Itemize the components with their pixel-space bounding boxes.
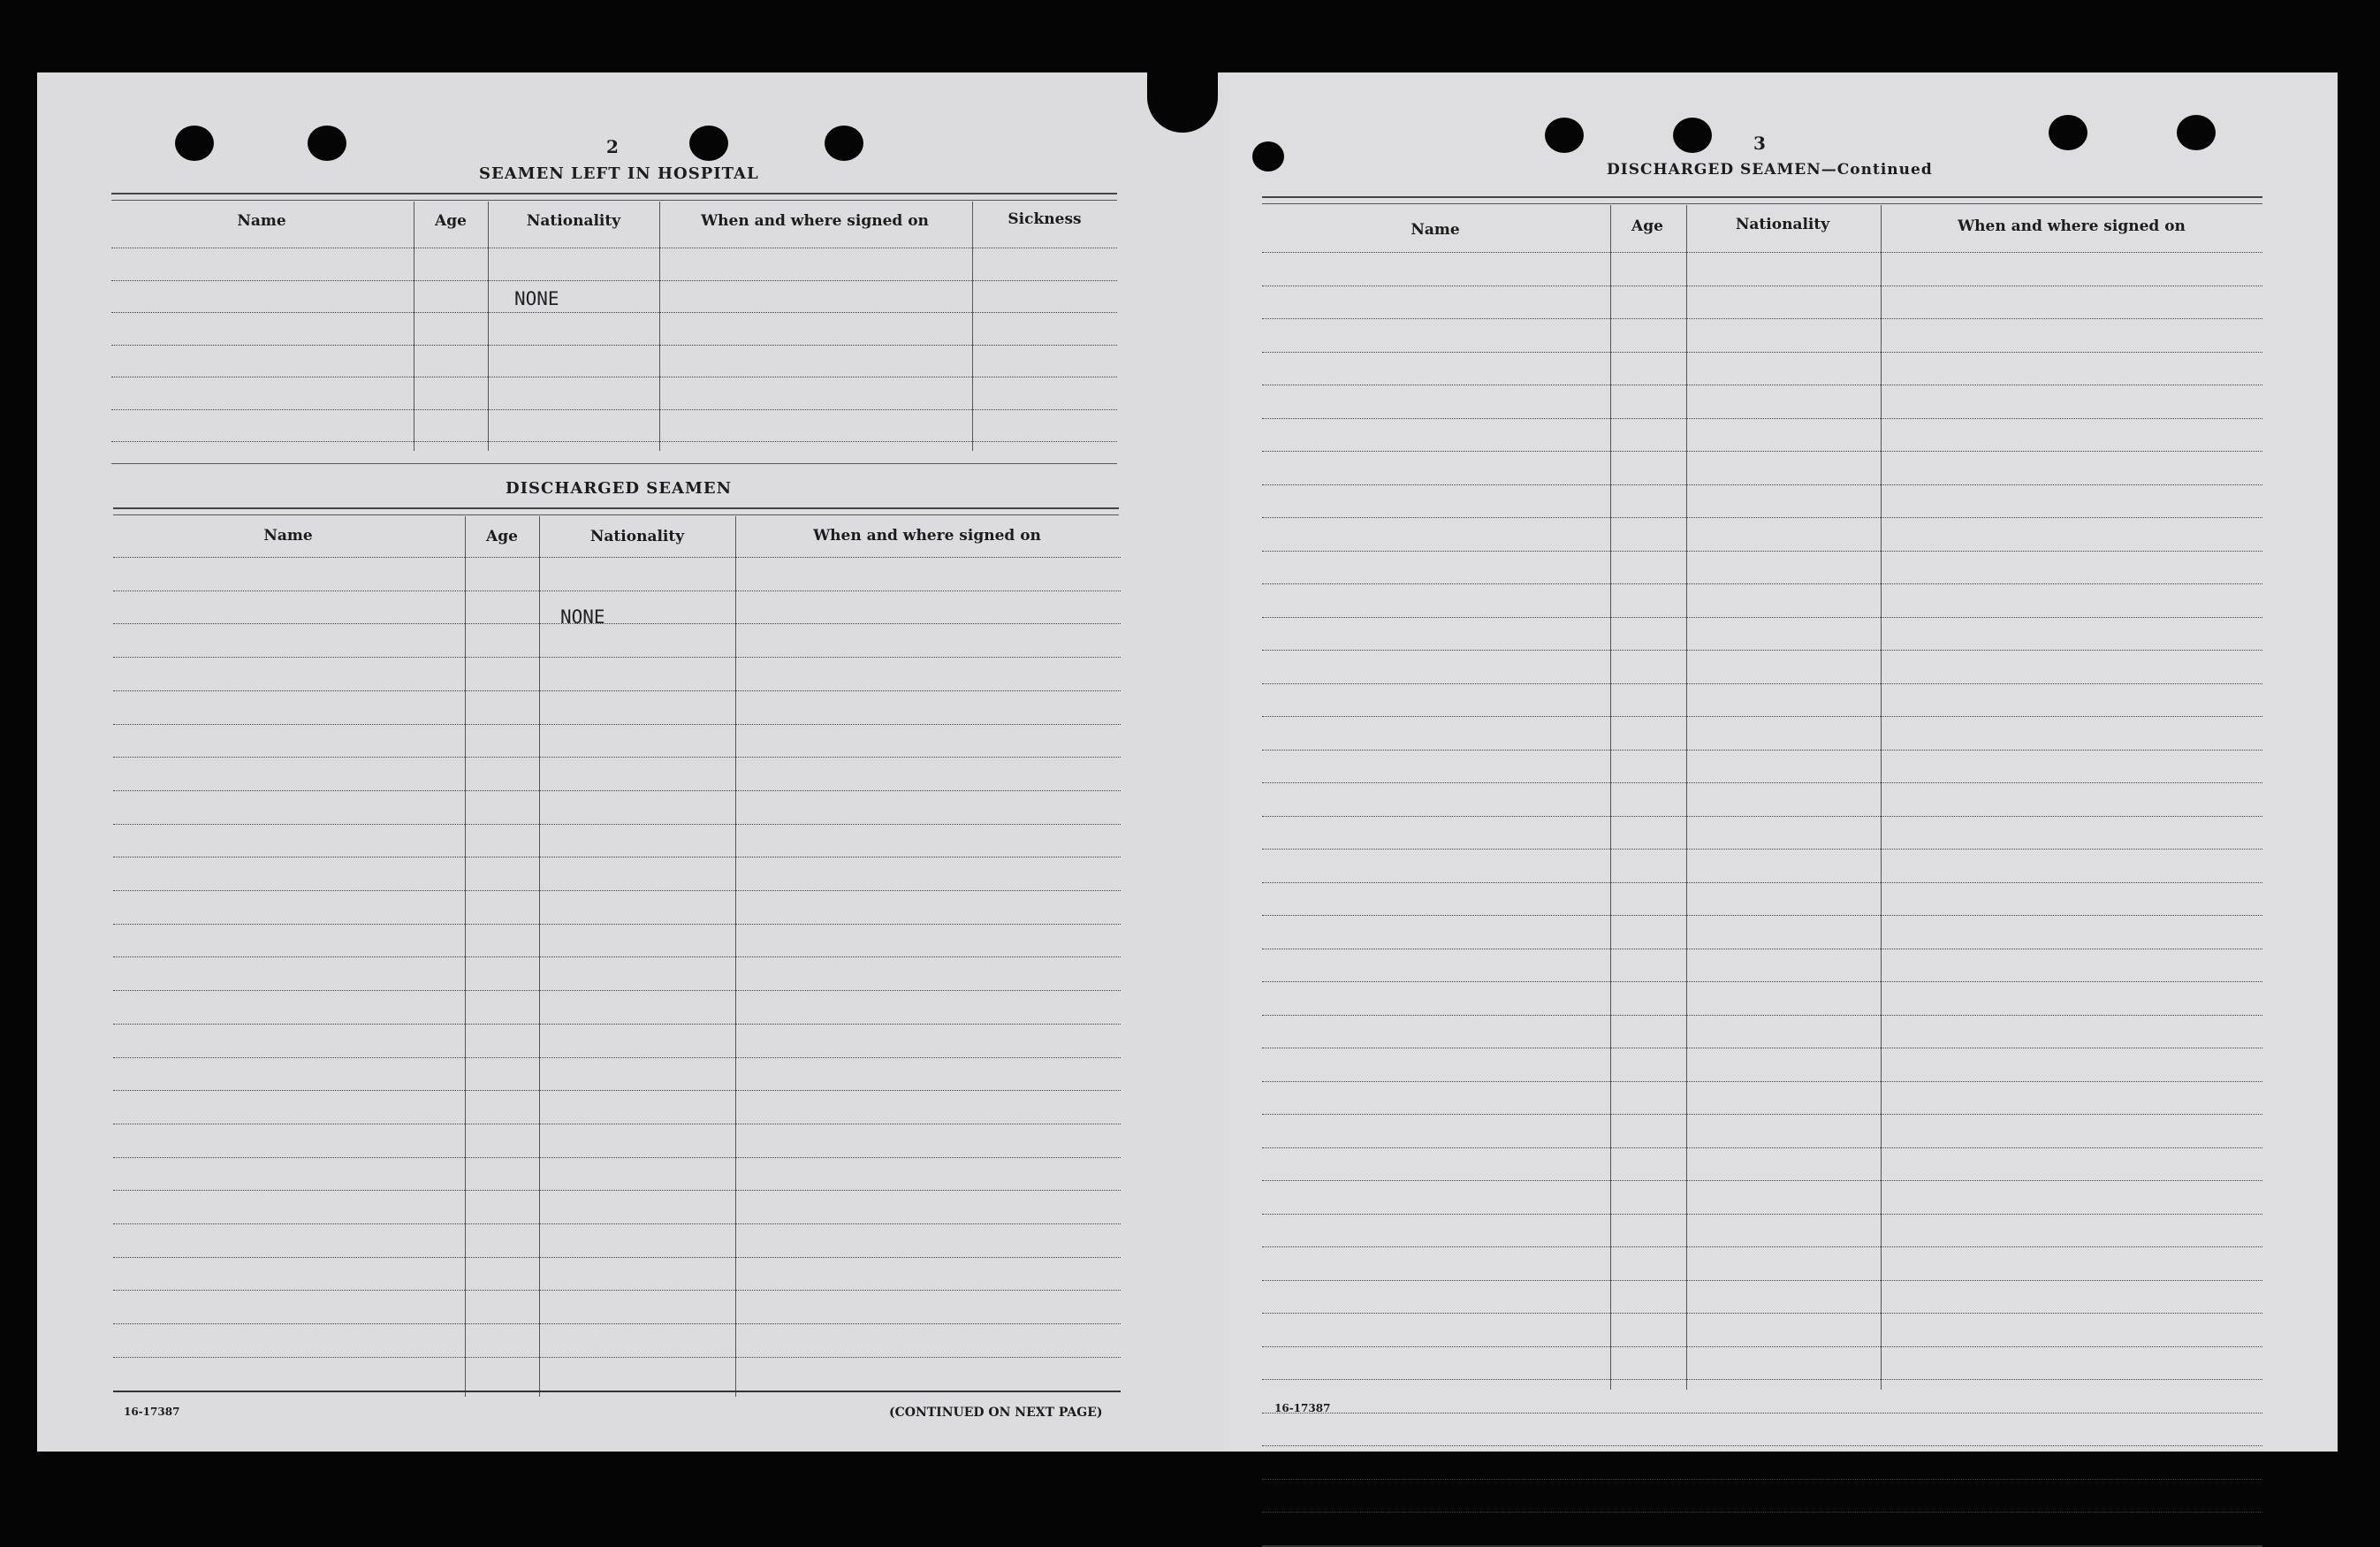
table-row-line [113, 1090, 1121, 1091]
table-row-line [1262, 451, 2262, 452]
column-header: Age [486, 528, 518, 545]
table-row-line [113, 1190, 1121, 1191]
table-row-line [111, 280, 1117, 281]
column-header: Age [1631, 217, 1663, 235]
table-row-line [1262, 617, 2262, 618]
punch-hole [1252, 141, 1284, 171]
table-row-line [1262, 1015, 2262, 1016]
punch-hole [175, 126, 214, 161]
table-row-line [113, 790, 1121, 791]
table-row-line [1262, 1246, 2262, 1247]
table-row-line [1262, 1114, 2262, 1115]
hospital-section-title: SEAMEN LEFT IN HOSPITAL [479, 164, 759, 183]
page-number: 3 [1753, 133, 1766, 154]
hospital-entry: NONE [514, 288, 559, 309]
page-number: 2 [606, 136, 619, 157]
table-row-line [113, 1391, 1121, 1392]
column-divider [1686, 205, 1687, 1390]
table-row-line [1262, 750, 2262, 751]
table-row-line [1262, 318, 2262, 319]
table-row-line [1262, 484, 2262, 485]
table-row-line [1262, 782, 2262, 783]
table-row-line [113, 757, 1121, 758]
table-row-line [111, 409, 1117, 410]
table-row-line [113, 724, 1121, 725]
discharged-section-title: DISCHARGED SEAMEN [506, 479, 733, 498]
table-row-line [1262, 683, 2262, 684]
table-row-line [1262, 1214, 2262, 1215]
punch-hole [1545, 118, 1584, 153]
table-row-line [111, 312, 1117, 313]
discharged-entry: NONE [560, 606, 605, 628]
table-row-line [113, 1323, 1121, 1324]
punch-hole [825, 126, 863, 161]
table-row-line [1262, 1379, 2262, 1380]
table-row-line [1262, 1545, 2262, 1547]
table-row-line [1262, 418, 2262, 419]
column-divider [1881, 205, 1882, 1390]
column-header: Name [237, 212, 286, 230]
table-row-line [113, 557, 1121, 558]
table-row-line [1262, 1479, 2262, 1480]
punch-hole [1673, 118, 1712, 153]
table-row-line [111, 441, 1117, 442]
column-header: Name [263, 527, 313, 545]
section-rule [111, 193, 1117, 194]
table-row-line [1262, 1445, 2262, 1446]
column-header: When and where signed on [813, 527, 1041, 545]
column-divider [1610, 205, 1611, 1390]
table-row-line [1262, 1147, 2262, 1148]
column-header: Nationality [1735, 216, 1830, 233]
table-row-line [1262, 1280, 2262, 1281]
table-row-line [113, 623, 1121, 624]
table-row-line [113, 956, 1121, 957]
section-rule [113, 507, 1119, 509]
form-number: 16-17387 [124, 1406, 180, 1418]
section-rule [111, 463, 1117, 464]
table-row-line [1262, 352, 2262, 353]
discharged-continued-title: DISCHARGED SEAMEN—Continued [1607, 161, 1933, 179]
table-row-line [1262, 981, 2262, 982]
column-divider [659, 202, 660, 451]
table-row-line [113, 1290, 1121, 1291]
table-row-line [1262, 816, 2262, 817]
table-row-line [113, 1157, 1121, 1158]
table-row-line [1262, 915, 2262, 916]
table-row-line [113, 1057, 1121, 1058]
punch-hole [2177, 115, 2216, 150]
table-row-line [113, 924, 1121, 925]
table-row-line [1262, 1346, 2262, 1347]
table-row-line [113, 1223, 1121, 1224]
table-row-line [1262, 583, 2262, 584]
column-header: Age [435, 212, 467, 230]
table-row-line [113, 890, 1121, 891]
table-row-line [1262, 551, 2262, 552]
punch-hole [2049, 115, 2087, 150]
table-row-line [1262, 1180, 2262, 1181]
table-row-line [1262, 252, 2262, 253]
column-divider [972, 202, 973, 451]
table-row-line [1262, 1081, 2262, 1082]
table-row-line [1262, 849, 2262, 850]
column-divider [488, 202, 489, 451]
table-row-line [1262, 1512, 2262, 1513]
table-row-line [113, 824, 1121, 825]
table-row-line [113, 1257, 1121, 1258]
table-row-line [113, 657, 1121, 658]
table-row-line [1262, 882, 2262, 883]
column-header: Nationality [526, 212, 621, 230]
table-row-line [1262, 1313, 2262, 1314]
section-rule [1262, 196, 2262, 198]
binding-notch [1147, 64, 1218, 133]
column-header: Sickness [1008, 210, 1082, 228]
table-row-line [1262, 650, 2262, 651]
table-row-line [111, 345, 1117, 346]
table-row-line [113, 1357, 1121, 1358]
form-number: 16-17387 [1274, 1402, 1331, 1414]
table-row-line [113, 990, 1121, 991]
table-row-line [113, 1024, 1121, 1025]
table-row-line [1262, 716, 2262, 717]
section-rule [113, 514, 1119, 515]
column-header: Name [1411, 221, 1460, 239]
column-header: When and where signed on [1958, 217, 2186, 235]
column-header: Nationality [589, 528, 685, 545]
continued-note: (CONTINUED ON NEXT PAGE) [889, 1406, 1103, 1420]
section-rule [1262, 203, 2262, 204]
table-row-line [113, 690, 1121, 691]
punch-hole [689, 126, 728, 161]
table-row-line [1262, 517, 2262, 518]
punch-hole [308, 126, 346, 161]
section-rule [111, 200, 1117, 201]
right-form-page [1224, 72, 2338, 1452]
column-header: When and where signed on [701, 212, 929, 230]
table-row-line [1262, 1413, 2262, 1414]
